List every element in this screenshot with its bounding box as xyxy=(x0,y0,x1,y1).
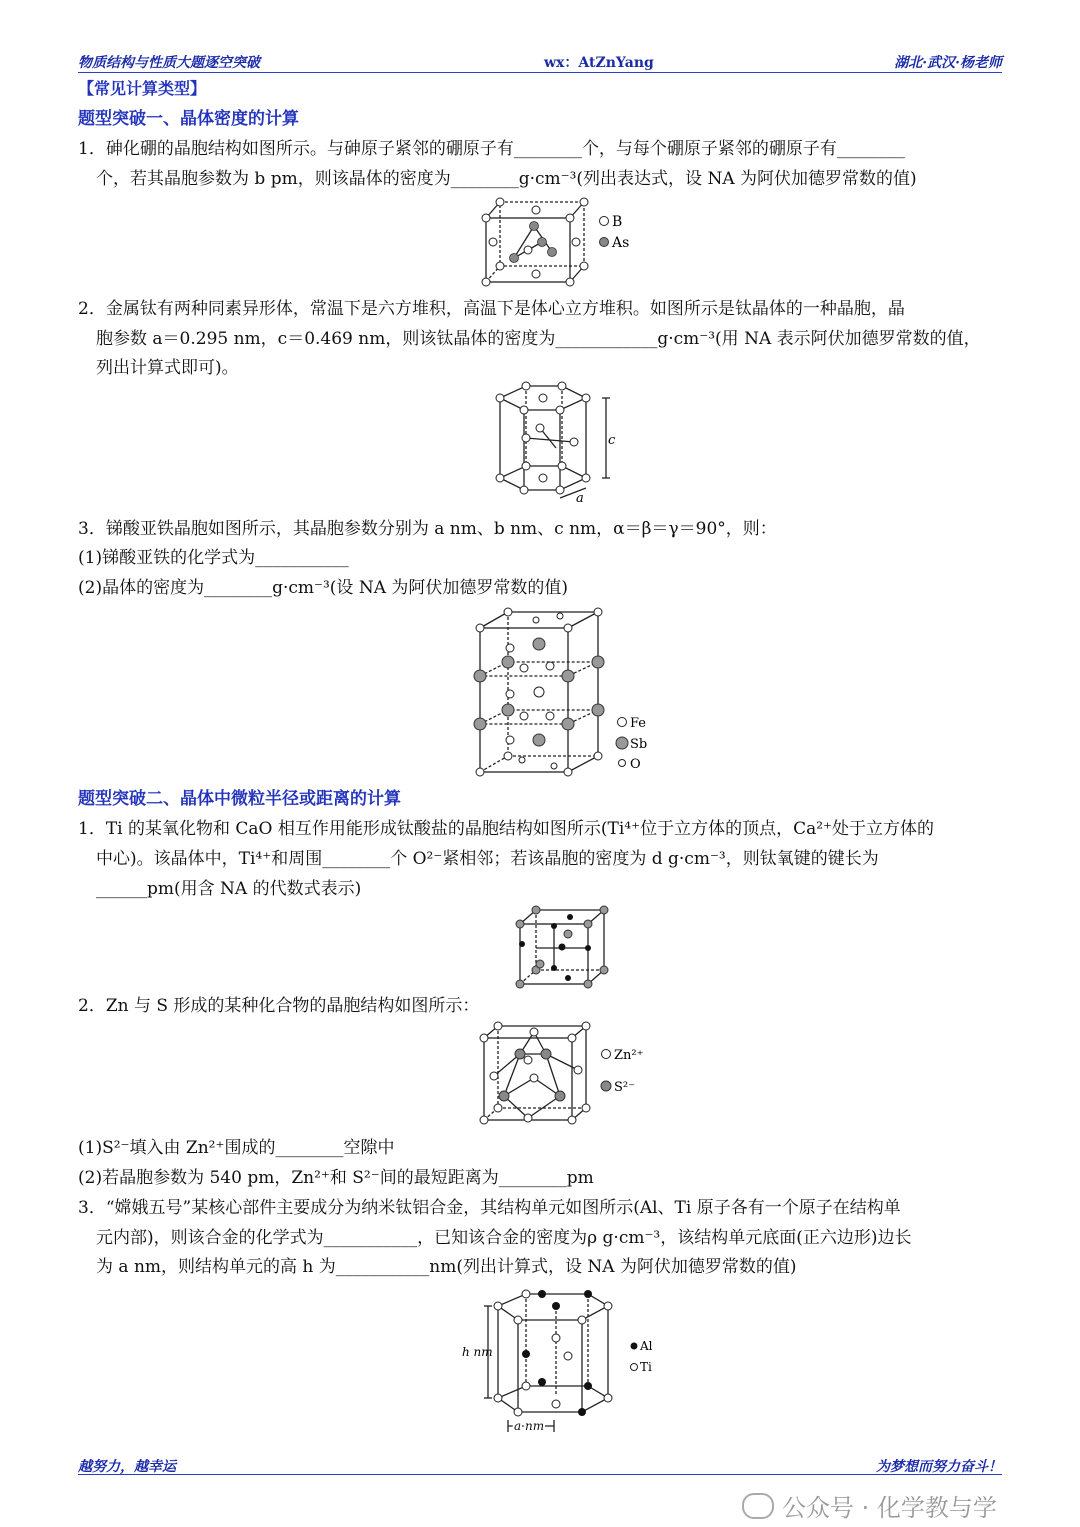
q1-figure xyxy=(476,196,646,292)
q3-line1: 3．锑酸亚铁晶胞如图所示，其晶胞参数分别为 a nm、b nm、c nm，α＝β＝γ＝90°，则： xyxy=(78,519,777,539)
header-right: 湖北·武汉·杨老师 xyxy=(894,55,1002,71)
q3-legend-fe: Fe xyxy=(630,716,647,731)
q6-label-a: a nm xyxy=(514,1419,545,1433)
q3-line3: (2)晶体的密度为________g·cm⁻³(设 NA 为阿伏加德罗常数的值) xyxy=(78,578,569,598)
section1-title: 题型突破一、晶体密度的计算 xyxy=(78,109,299,129)
q3-line2: (1)锑酸亚铁的化学式为___________ xyxy=(78,548,349,568)
q3-figure xyxy=(470,606,660,784)
footer-right: 为梦想而努力奋斗！ xyxy=(876,1459,1002,1475)
section-tag: 【常见计算类型】 xyxy=(78,79,207,98)
q1-legend-as: As xyxy=(612,235,630,251)
q6-label-h: h nm xyxy=(462,1345,493,1359)
q6-legend-al: Al xyxy=(640,1339,653,1353)
page-footer xyxy=(78,1456,1002,1475)
q2-figure xyxy=(490,380,620,510)
wechat-icon xyxy=(742,1493,774,1519)
q4-line3: ______pm(用含 NA 的代数式表示) xyxy=(96,879,362,899)
header-center: wx：AtZnYang xyxy=(544,55,654,71)
q1-line1: 1．砷化硼的晶胞结构如图所示。与砷原子紧邻的硼原子有________个，与每个硼原子紧邻的硼原子有________ xyxy=(78,139,905,159)
footer-left: 越努力，越幸运 xyxy=(78,1459,176,1475)
watermark-text: 公众号 · 化学教与学 xyxy=(782,1494,997,1522)
q6-line1: 3．“嫦娥五号”某核心部件主要成分为纳米钛铝合金，其结构单元如图所示(Al、Ti 原子各有一个原子在结构单 xyxy=(78,1198,901,1218)
q4-line1: 1．Ti 的某氧化物和 CaO 相互作用能形成钛酸盐的晶胞结构如图所示(Ti⁴⁺位于立方体的顶点，Ca²⁺处于立方体的 xyxy=(78,819,935,839)
q4-line2: 中心)。该晶体中，Ti⁴⁺和周围________个 O²⁻紧相邻；若该晶胞的密度为 d g·cm⁻³，则钛氧键的键长为 xyxy=(96,849,879,869)
q3-legend-o: O xyxy=(630,757,641,772)
q5-line3: (2)若晶胞参数为 540 pm，Zn²⁺和 S²⁻间的最短距离为________pm xyxy=(78,1168,594,1188)
q5-legend-s: S²⁻ xyxy=(614,1080,635,1095)
q6-legend-ti: Ti xyxy=(640,1360,652,1374)
q2-line3: 列出计算式即可)。 xyxy=(96,358,239,378)
q2-label-c: c xyxy=(608,433,616,448)
section2-title: 题型突破二、晶体中微粒半径或距离的计算 xyxy=(78,789,401,809)
q5-figure xyxy=(474,1020,654,1130)
header-left: 物质结构与性质大题逐空突破 xyxy=(78,55,260,71)
q2-line1: 2．金属钛有两种同素异形体，常温下是六方堆积，高温下是体心立方堆积。如图所示是钛晶体的一种晶胞，晶 xyxy=(78,299,905,319)
q1-legend-b: B xyxy=(612,214,623,230)
q5-line1: 2．Zn 与 S 形成的某种化合物的晶胞结构如图所示： xyxy=(78,996,480,1016)
watermark xyxy=(742,1488,997,1523)
q3-legend-sb: Sb xyxy=(630,737,648,752)
q6-figure xyxy=(458,1286,668,1440)
q4-figure xyxy=(512,904,612,994)
q1-line2: 个，若其晶胞参数为 b pm，则该晶体的密度为________g·cm⁻³(列出表达式，设 NA 为阿伏加德罗常数的值) xyxy=(96,169,917,189)
q5-legend-zn: Zn²⁺ xyxy=(614,1048,644,1063)
q2-label-a: a xyxy=(576,491,584,506)
q5-line2: (1)S²⁻填入由 Zn²⁺围成的________空隙中 xyxy=(78,1138,395,1158)
page-header xyxy=(78,52,1002,73)
q6-line3: 为 a nm，则结构单元的高 h 为___________nm(列出计算式，设 NA 为阿伏加德罗常数的值) xyxy=(96,1257,797,1277)
q2-line2: 胞参数 a＝0.295 nm，c＝0.469 nm，则该钛晶体的密度为____________g·cm⁻³(用 NA 表示阿伏加德罗常数的值， xyxy=(96,329,981,349)
q6-line2: 元内部)，则该合金的化学式为___________，已知该合金的密度为ρ g·cm⁻³，该结构单元底面(正六边形)边长 xyxy=(96,1228,912,1248)
